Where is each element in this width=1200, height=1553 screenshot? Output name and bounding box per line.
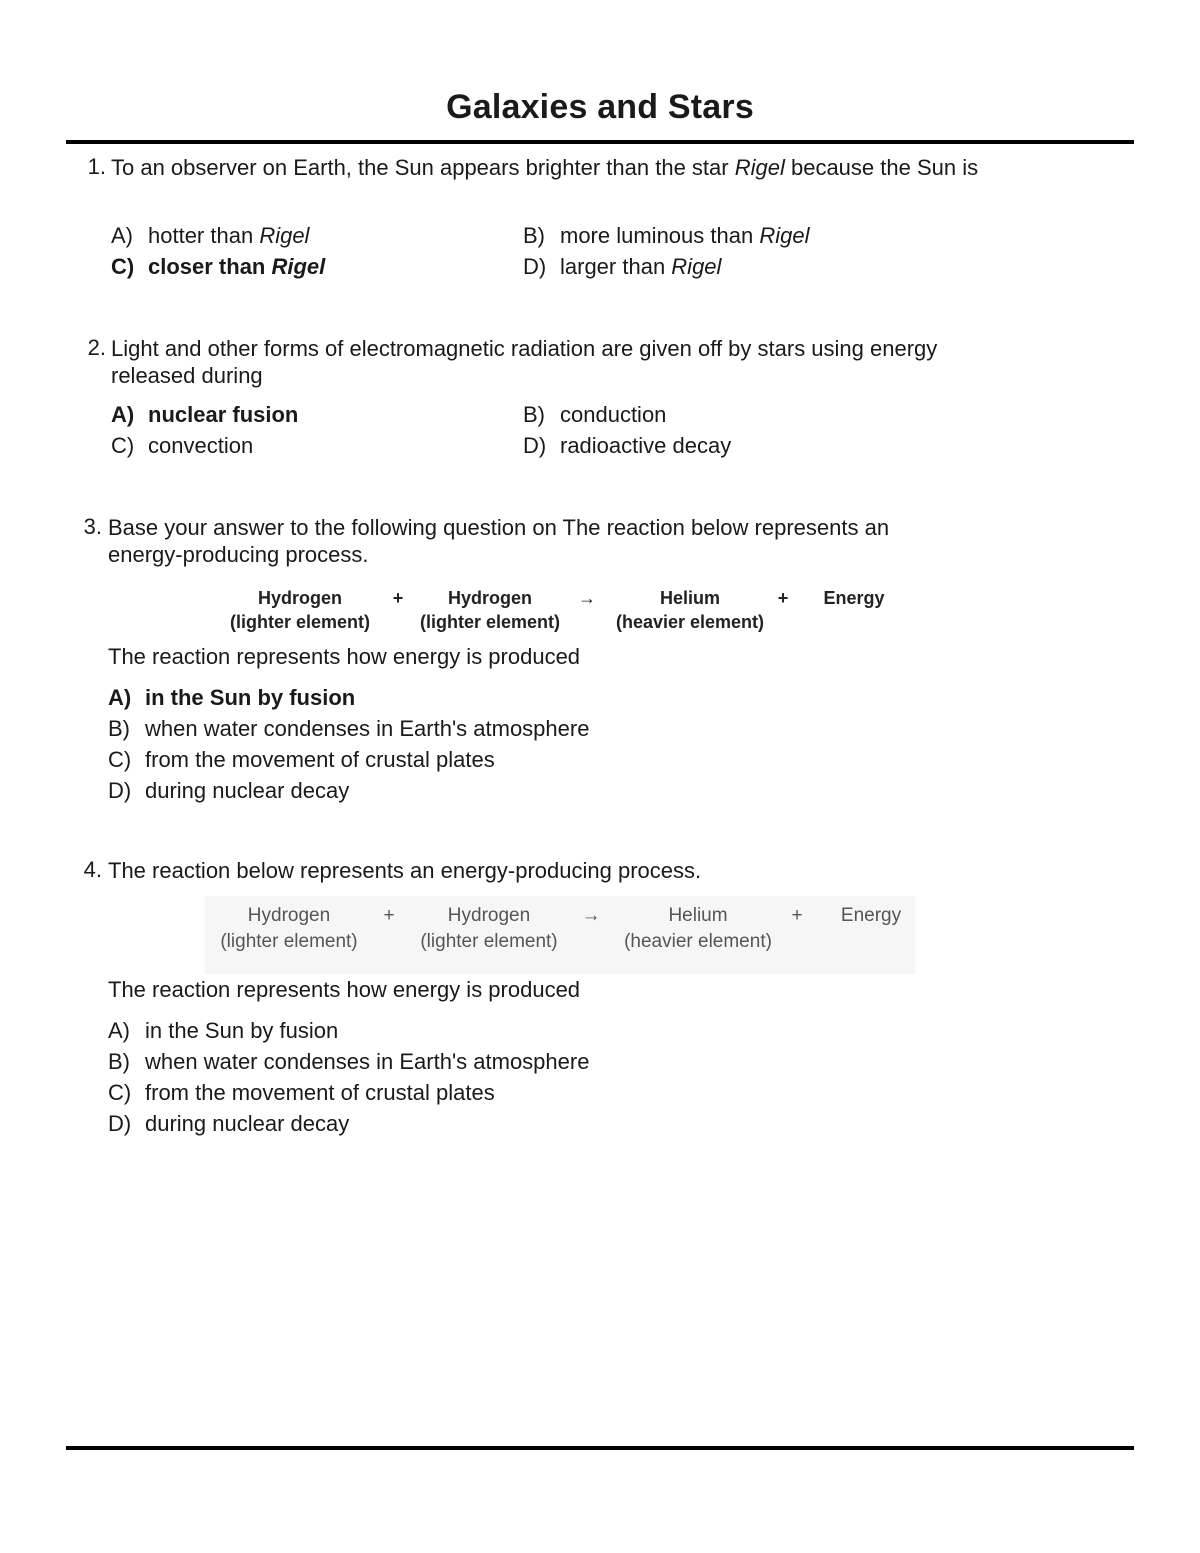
- eq4-plus-2: +: [791, 905, 803, 926]
- eq4-sub-2: (lighter element): [420, 931, 558, 952]
- eq4-term-energy: Energy: [840, 905, 902, 926]
- q2-option-b[interactable]: B) conduction: [523, 402, 667, 427]
- eq3-term-hydrogen-1: Hydrogen: [257, 588, 342, 608]
- eq3-sub-2: (lighter element): [419, 612, 561, 632]
- eq3-arrow: →: [578, 588, 596, 608]
- q4-option-b[interactable]: B) when water condenses in Earth's atmosphere: [108, 1049, 590, 1074]
- eq4-sub-3: (heavier element): [624, 931, 772, 952]
- eq3-term-helium: Helium: [659, 588, 720, 608]
- eq4-term-helium: Helium: [668, 905, 728, 926]
- reaction-equation-q3: [200, 586, 920, 638]
- q1-option-a[interactable]: A) hotter than Rigel: [111, 223, 310, 248]
- eq4-term-hydrogen-2: Hydrogen: [447, 905, 531, 926]
- q2-option-a[interactable]: A) nuclear fusion: [111, 402, 299, 427]
- question-2-text: Light and other forms of electromagnetic radiation are given off by stars using energy released during: [111, 336, 938, 388]
- q4-option-c[interactable]: C) from the movement of crustal plates: [108, 1080, 495, 1105]
- q3-option-b[interactable]: B) when water condenses in Earth's atmosphere: [108, 716, 590, 741]
- q3-option-a[interactable]: A) in the Sun by fusion: [108, 685, 356, 710]
- question-4-text: The reaction below represents an energy-producing process.: [108, 858, 702, 883]
- q3-option-d[interactable]: D) during nuclear decay: [108, 778, 350, 803]
- eq3-sub-1: (lighter element): [229, 612, 371, 632]
- eq4-term-hydrogen-1: Hydrogen: [247, 905, 331, 926]
- eq4-plus-1: +: [383, 905, 395, 926]
- q1-option-d[interactable]: D) larger than Rigel: [523, 254, 722, 279]
- eq3-plus-2: +: [777, 588, 789, 608]
- q4-option-a[interactable]: A) in the Sun by fusion: [108, 1018, 339, 1043]
- reaction-equation-q4: [205, 904, 915, 960]
- footer-rule: [66, 1446, 1134, 1450]
- eq3-term-energy: Energy: [823, 588, 885, 608]
- eq3-term-hydrogen-2: Hydrogen: [447, 588, 532, 608]
- q1-option-c[interactable]: C) closer than Rigel: [111, 254, 326, 279]
- q3-option-c[interactable]: C) from the movement of crustal plates: [108, 747, 495, 772]
- question-4-stem: The reaction represents how energy is produced: [108, 977, 581, 1002]
- eq4-sub-1: (lighter element): [220, 931, 358, 952]
- eq4-arrow: →: [581, 905, 601, 926]
- question-3-stem: The reaction represents how energy is produced: [108, 644, 581, 669]
- question-4-number: 4.: [83, 857, 102, 882]
- question-2-number: 2.: [87, 335, 106, 360]
- header-rule: [66, 140, 1134, 144]
- q2-option-d[interactable]: D) radioactive decay: [523, 433, 732, 458]
- eq3-plus-1: +: [392, 588, 404, 608]
- eq3-sub-3: (heavier element): [615, 612, 765, 632]
- question-1-text: To an observer on Earth, the Sun appears brighter than the star Rigel because the Sun is: [111, 155, 979, 180]
- q1-option-b[interactable]: B) more luminous than Rigel: [523, 223, 810, 248]
- q2-option-c[interactable]: C) convection: [111, 433, 254, 458]
- page-title: Galaxies and Stars: [446, 88, 754, 126]
- question-3-text: Base your answer to the following question on The reaction below represents an energy-producing process.: [108, 515, 890, 567]
- question-1-number: 1.: [87, 154, 106, 179]
- question-3-number: 3.: [83, 514, 102, 539]
- q4-option-d[interactable]: D) during nuclear decay: [108, 1111, 350, 1136]
